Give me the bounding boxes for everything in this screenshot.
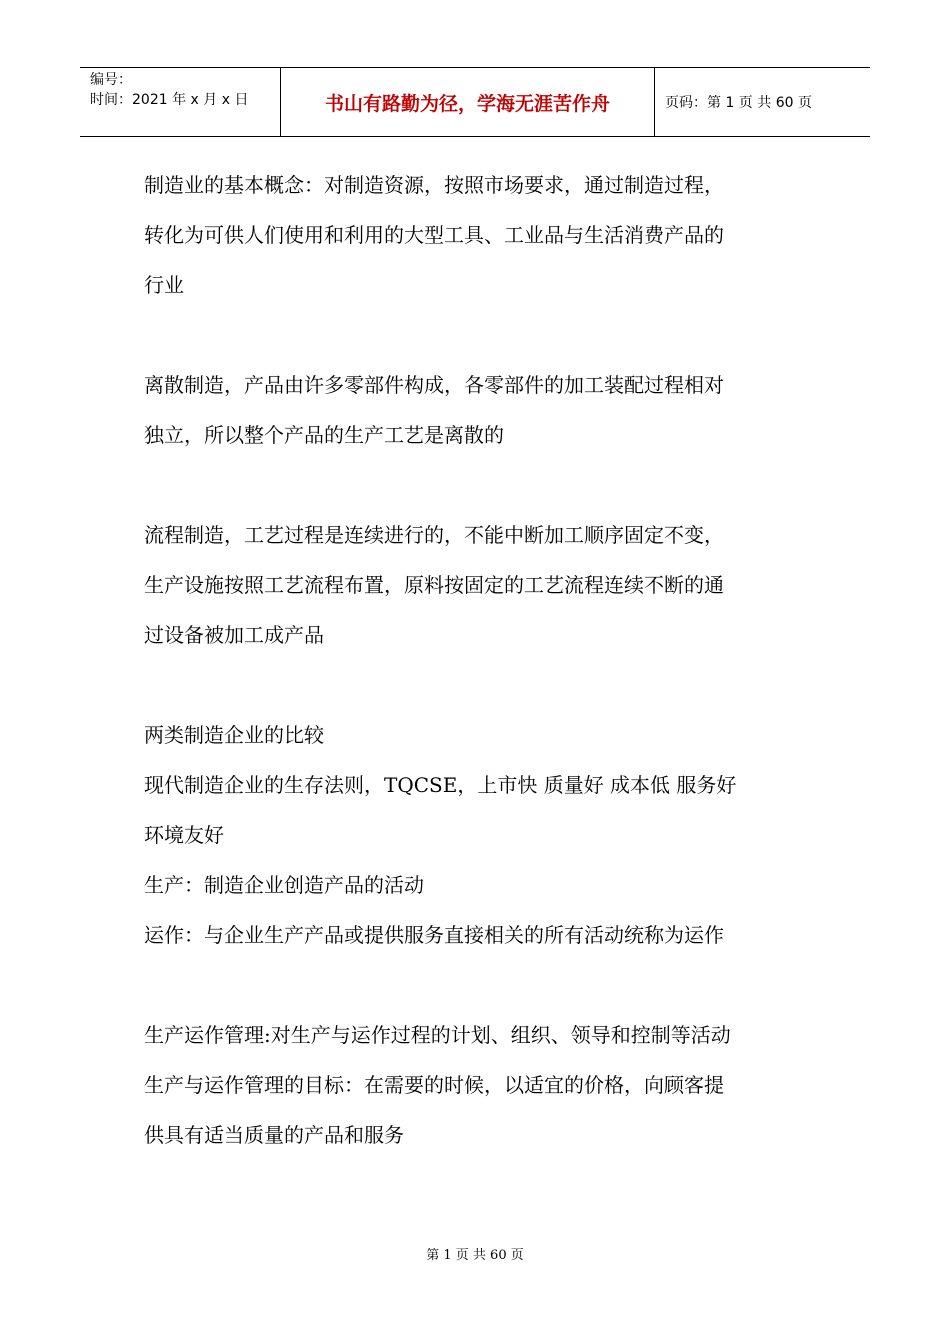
header-page-info: 页码：第 1 页 共 60 页 xyxy=(665,95,812,111)
paragraph-gap xyxy=(144,960,814,1010)
paragraph-gap xyxy=(144,660,814,710)
body-line: 转化为可供人们使用和利用的大型工具、工业品与生活消费产品的 xyxy=(144,223,724,247)
body-line: 现代制造企业的生存法则，TQCSE，上市快 质量好 成本低 服务好 xyxy=(144,773,737,797)
header-time-label: 时间：2021 年 x 月 x 日 xyxy=(90,92,249,108)
body-line: 流程制造，工艺过程是连续进行的，不能中断加工顺序固定不变， xyxy=(144,523,724,547)
page-footer: 第 1 页 共 60 页 xyxy=(426,1248,524,1263)
body-line: 离散制造，产品由许多零部件构成，各零部件的加工装配过程相对 xyxy=(144,373,724,397)
document-body xyxy=(144,160,814,1160)
body-line: 运作：与企业生产产品或提供服务直接相关的所有活动统称为运作 xyxy=(144,923,724,947)
body-line: 制造业的基本概念：对制造资源，按照市场要求，通过制造过程， xyxy=(144,173,724,197)
body-line: 行业 xyxy=(144,273,184,297)
page-header xyxy=(80,67,870,137)
body-line: 生产与运作管理的目标：在需要的时候，以适宜的价格，向顾客提 xyxy=(144,1073,724,1097)
paragraph-gap xyxy=(144,460,814,510)
body-line: 环境友好 xyxy=(144,823,224,847)
header-motto: 书山有路勤为径，学海无涯苦作舟 xyxy=(281,68,655,136)
header-meta xyxy=(80,68,281,136)
body-line: 供具有适当质量的产品和服务 xyxy=(144,1123,404,1147)
body-line: 两类制造企业的比较 xyxy=(144,723,324,747)
paragraph-gap xyxy=(144,310,814,360)
body-line: 独立，所以整个产品的生产工艺是离散的 xyxy=(144,423,504,447)
body-line: 生产运作管理:对生产与运作过程的计划、组织、领导和控制等活动 xyxy=(144,1023,731,1047)
header-number-label: 编号： xyxy=(90,72,132,88)
body-line: 过设备被加工成产品 xyxy=(144,623,324,647)
body-line: 生产设施按照工艺流程布置，原料按固定的工艺流程连续不断的通 xyxy=(144,573,724,597)
body-line: 生产：制造企业创造产品的活动 xyxy=(144,873,424,897)
